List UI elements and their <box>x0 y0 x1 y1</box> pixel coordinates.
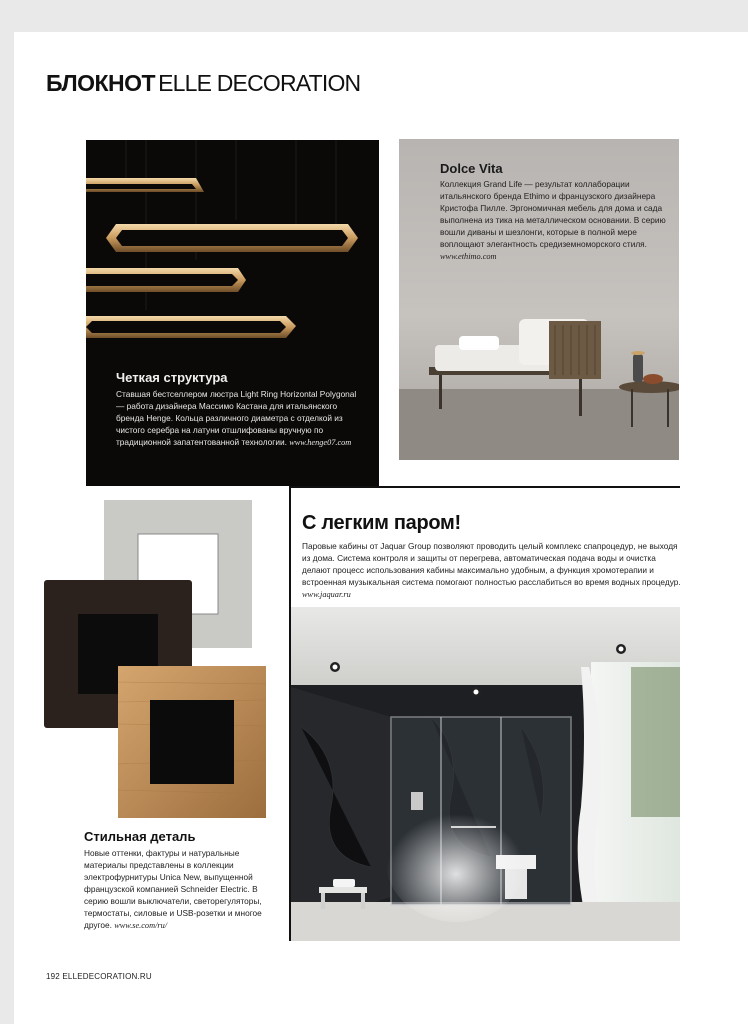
switch-panels-image <box>44 498 266 828</box>
magazine-page <box>14 32 748 1024</box>
shower-url[interactable]: www.jaquar.ru <box>302 590 351 599</box>
lamp-ring-3 <box>86 268 246 292</box>
lamp-body <box>116 388 366 449</box>
lamp-ring-1 <box>86 178 204 192</box>
dolce-caption <box>440 161 670 263</box>
lamp-panel <box>86 140 379 486</box>
steam-cabin-image <box>291 607 680 941</box>
page-footer <box>46 972 152 981</box>
site-link[interactable]: ELLEDECORATION.RU <box>62 972 152 981</box>
dolce-title: Dolce Vita <box>440 161 503 176</box>
switches-title: Стильная деталь <box>84 829 196 844</box>
page-number: 192 <box>46 972 60 981</box>
page-header <box>46 70 360 97</box>
dolce-url[interactable]: www.ethimo.com <box>440 252 497 261</box>
section-title: БЛОКНОТ <box>46 70 156 96</box>
lamp-caption <box>116 370 366 449</box>
brand-name: ELLE DECORATION <box>158 70 361 96</box>
shower-title: С легким паром! <box>302 512 461 534</box>
dolce-body <box>440 178 670 263</box>
lamp-text: Ставшая бестселлером люстра Light Ring Horizontal Polygonal — работа дизайнера Массимо Кастана для итальянского бренда Henge. Кольца различного диаметра с отделкой из чистого серебра на латуни отшлифованы вручную по традиционной запатентованной технологии. <box>116 389 357 447</box>
shower-photo <box>291 607 680 941</box>
switches-text: Новые оттенки, фактуры и натуральные материалы представлены в коллекции электрофурнитуры Unica New, выпущенной французской компанией Schneider Electric. В серию вошли выключатели, светорегуляторы, термостаты, силовые и USB-розетки и многое другое. <box>84 848 262 930</box>
lamp-ring-4 <box>86 316 296 338</box>
divider-horizontal <box>289 486 680 488</box>
shower-text: Паровые кабины от Jaquar Group позволяют проводить целый комплекс спапроцедур, не выходя из дома. Система контроля и защиты от перегрева, автоматическая подача воды и очистка делают процесс использования кабины максимально удобным, а функция хромотерапии и встроенная музыкальная система помогают полностью расслабиться во время водных процедур. <box>302 541 681 587</box>
switches-url[interactable]: www.se.com/ru/ <box>114 921 168 930</box>
dolce-vita-panel <box>399 139 679 460</box>
steam-cabin <box>386 717 571 922</box>
lamp-ring-2 <box>106 224 358 252</box>
switch-oak <box>118 666 266 818</box>
shower-body <box>302 540 682 601</box>
switches-body <box>84 847 284 932</box>
switches-caption <box>84 829 284 932</box>
lamp-url[interactable]: www.henge07.com <box>289 438 352 447</box>
lamp-title: Четкая структура <box>116 370 228 385</box>
dolce-text: Коллекция Grand Life — результат коллаборации итальянского бренда Ethimo и французского дизайнера Кристофа Пилле. Эргономичная мебель для дома и сада выполнена из тика на металлическом основании. В серию вошли диваны и шезлонги, которые в полной мере воплощают элегантность средиземноморского стиля. <box>440 179 666 249</box>
switches-photo <box>44 498 266 828</box>
